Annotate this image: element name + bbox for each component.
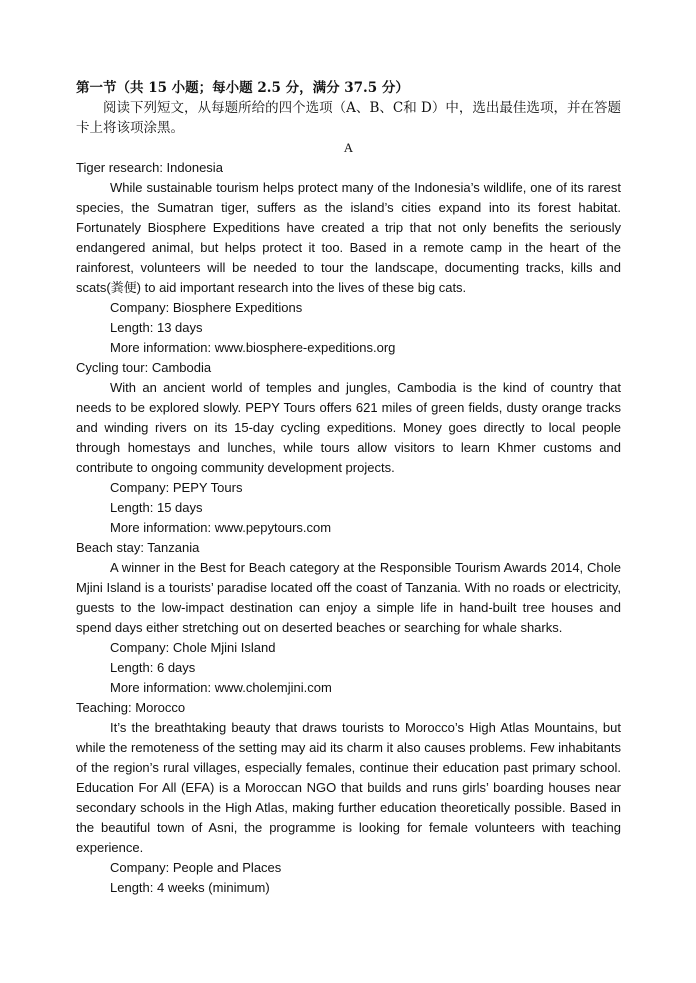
- exam-page: [76, 78, 621, 898]
- trip-length: Length: 15 days: [110, 500, 203, 515]
- trip-description: With an ancient world of temples and jungles, Cambodia is the kind of country that needs to be explored slowly. PEPY Tours offers 621 miles of green fields, dusty orange tracks and winding rivers on its 15-day cycling expeditions. Money goes directly to local people through homestays and lunches, while tours allow visitors to learn Khmer customs and contribute to ongoing community development projects.: [76, 380, 621, 475]
- trip-entry-cambodia: [76, 358, 621, 538]
- trip-description: It’s the breathtaking beauty that draws tourists to Morocco’s High Atlas Mountains, but while the remoteness of the setting may aid its charm it also causes problems. Few inhabitants of the region’s rural villages, especially females, continue their education past primary school. Education For All (EFA) is a Moroccan NGO that builds and runs girls’ boarding houses near secondary schools in the High Atlas, making further education theoretically possible. Based in the beautiful town of Asni, the programme is looking for female volunteers with teaching experience.: [76, 720, 621, 855]
- passage-label: A: [343, 140, 354, 155]
- trip-heading: Cycling tour: Cambodia: [76, 360, 212, 375]
- trip-more-info: More information: www.pepytours.com: [110, 520, 332, 535]
- trip-more-info: More information: www.cholemjini.com: [110, 680, 332, 695]
- trip-description: A winner in the Best for Beach category at the Responsible Tourism Awards 2014, Chole Mjini Island is a tourists’ paradise located off the coast of Tanzania. With no roads or electricity, guests to the low-impact destination can enjoy a simple life in hand-built tree houses and spend days either stretching out on deserted beaches or searching for whale sharks.: [76, 560, 621, 635]
- trip-length: Length: 4 weeks (minimum): [110, 880, 270, 895]
- trip-more-info: More information: www.biosphere-expeditions.org: [110, 340, 396, 355]
- trip-heading: Tiger research: Indonesia: [76, 160, 223, 175]
- section-title: 第一节（共 15 小题；每小题 2.5 分，满分 37.5 分）: [76, 80, 409, 96]
- trip-entry-tanzania: [76, 538, 621, 698]
- trip-heading: Teaching: Morocco: [76, 700, 186, 715]
- trip-length: Length: 6 days: [110, 660, 196, 675]
- trip-entry-morocco: [76, 698, 621, 898]
- trip-company: Company: Biosphere Expeditions: [110, 300, 303, 315]
- trip-entry-indonesia: [76, 158, 621, 358]
- trip-heading: Beach stay: Tanzania: [76, 540, 200, 555]
- section-instructions: 阅读下列短文，从每题所给的四个选项（A、B、C和 D）中，选出最佳选项，并在答题卡上将该项涂黑。: [76, 100, 621, 136]
- trip-company: Company: People and Places: [110, 860, 282, 875]
- trip-company: Company: PEPY Tours: [110, 480, 243, 495]
- trip-description: While sustainable tourism helps protect many of the Indonesia’s wildlife, one of its rarest species, the Sumatran tiger, suffers as the island’s cities expand into its forest habitat. Fortunately Biosphere Expeditions have created a trip that not only benefits the seriously endangered animal, but helps protect it too. Based in a remote camp in the heart of the rainforest, volunteers will be needed to tour the landscape, documenting tracks, kills and scats(粪便) to aid important research into the lives of these big cats.: [76, 180, 621, 295]
- trip-length: Length: 13 days: [110, 320, 203, 335]
- trip-company: Company: Chole Mjini Island: [110, 640, 276, 655]
